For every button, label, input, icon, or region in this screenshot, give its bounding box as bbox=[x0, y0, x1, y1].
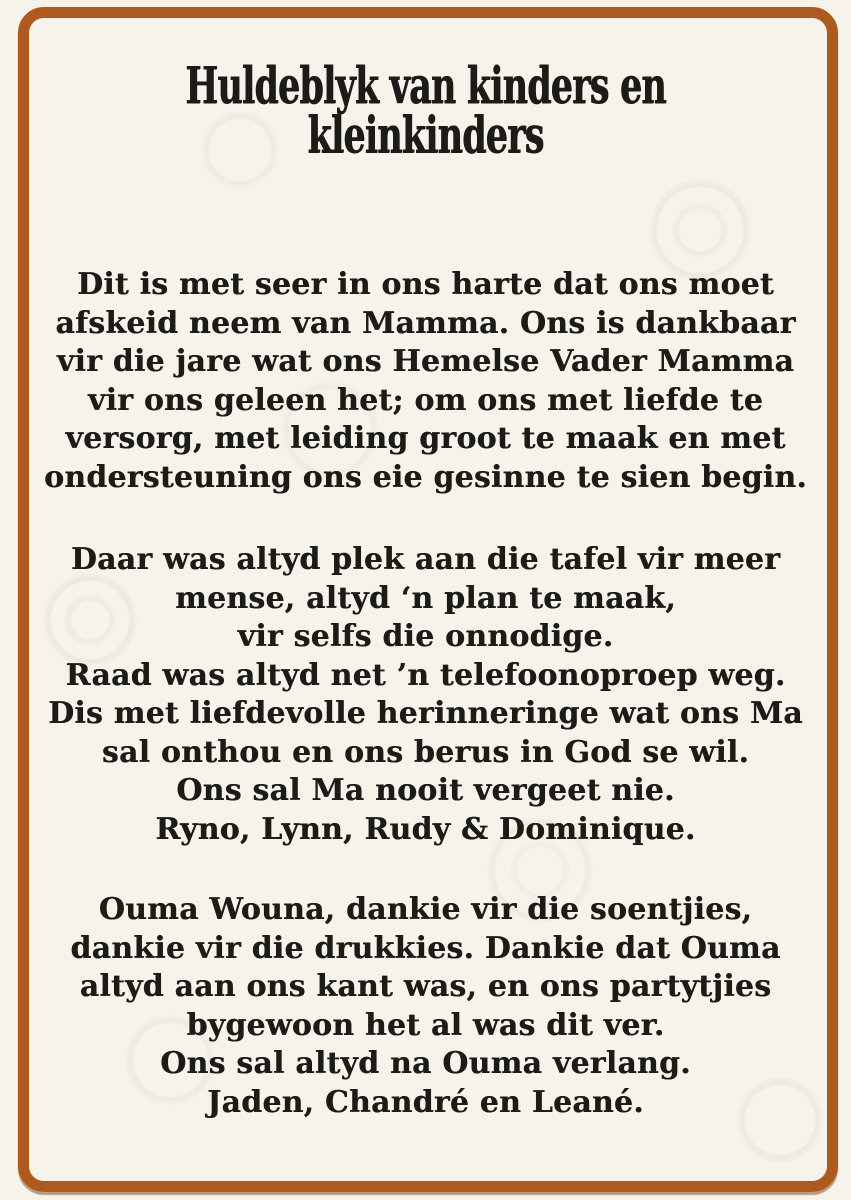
signature-grandchildren: Jaden, Chandré en Leané. bbox=[207, 1084, 644, 1120]
text-line: Raad was altyd net ’n telefoonoproep weg. bbox=[65, 657, 786, 693]
text-line: altyd aan ons kant was, en ons partytjies bbox=[79, 969, 772, 1004]
text-line: Daar was altyd plek aan die tafel vir meer bbox=[70, 542, 781, 577]
text-line: Dis met liefdevolle herinneringe wat ons Ma bbox=[48, 696, 803, 731]
text-line: Ons sal altyd na Ouma verlang. bbox=[160, 1046, 691, 1081]
text-line: dankie vir die drukkies. Dankie dat Ouma bbox=[70, 930, 781, 966]
title-line-2: kleinkinders bbox=[307, 106, 544, 166]
text-line: bygewoon het al was dit ver. bbox=[186, 1007, 665, 1043]
paragraph-grandchildren-tribute bbox=[0, 891, 851, 1122]
title-line-1: Huldeblyk van kinders en bbox=[185, 56, 666, 116]
text-line: Ons sal Ma nooit vergeet nie. bbox=[176, 773, 675, 808]
text-line: afskeid neem van Mamma. Ons is dankbaar bbox=[55, 305, 796, 341]
text-line: vir selfs die onnodige. bbox=[237, 619, 614, 654]
text-line: vir die jare wat ons Hemelse Vader Mamma bbox=[56, 344, 795, 379]
text-line: sal onthou en ons berus in God se wil. bbox=[101, 734, 750, 770]
text-line: mense, altyd ‘n plan te maak, bbox=[175, 580, 676, 616]
text-line: Ouma Wouna, dankie vir die soentjies, bbox=[98, 892, 753, 927]
text-line: ondersteuning ons eie gesinne te sien begin. bbox=[44, 459, 807, 495]
paragraph-children-tribute bbox=[0, 541, 851, 849]
text-line: vir ons geleen het; om ons met liefde te bbox=[87, 382, 764, 418]
signature-children: Ryno, Lynn, Rudy & Dominique. bbox=[155, 811, 696, 847]
text-line: Dit is met seer in ons harte dat ons moet bbox=[77, 267, 774, 302]
text-line: versorg, met leiding groot te maak en met bbox=[65, 421, 786, 456]
page-title bbox=[111, 56, 741, 166]
paragraph-farewell bbox=[0, 266, 851, 497]
